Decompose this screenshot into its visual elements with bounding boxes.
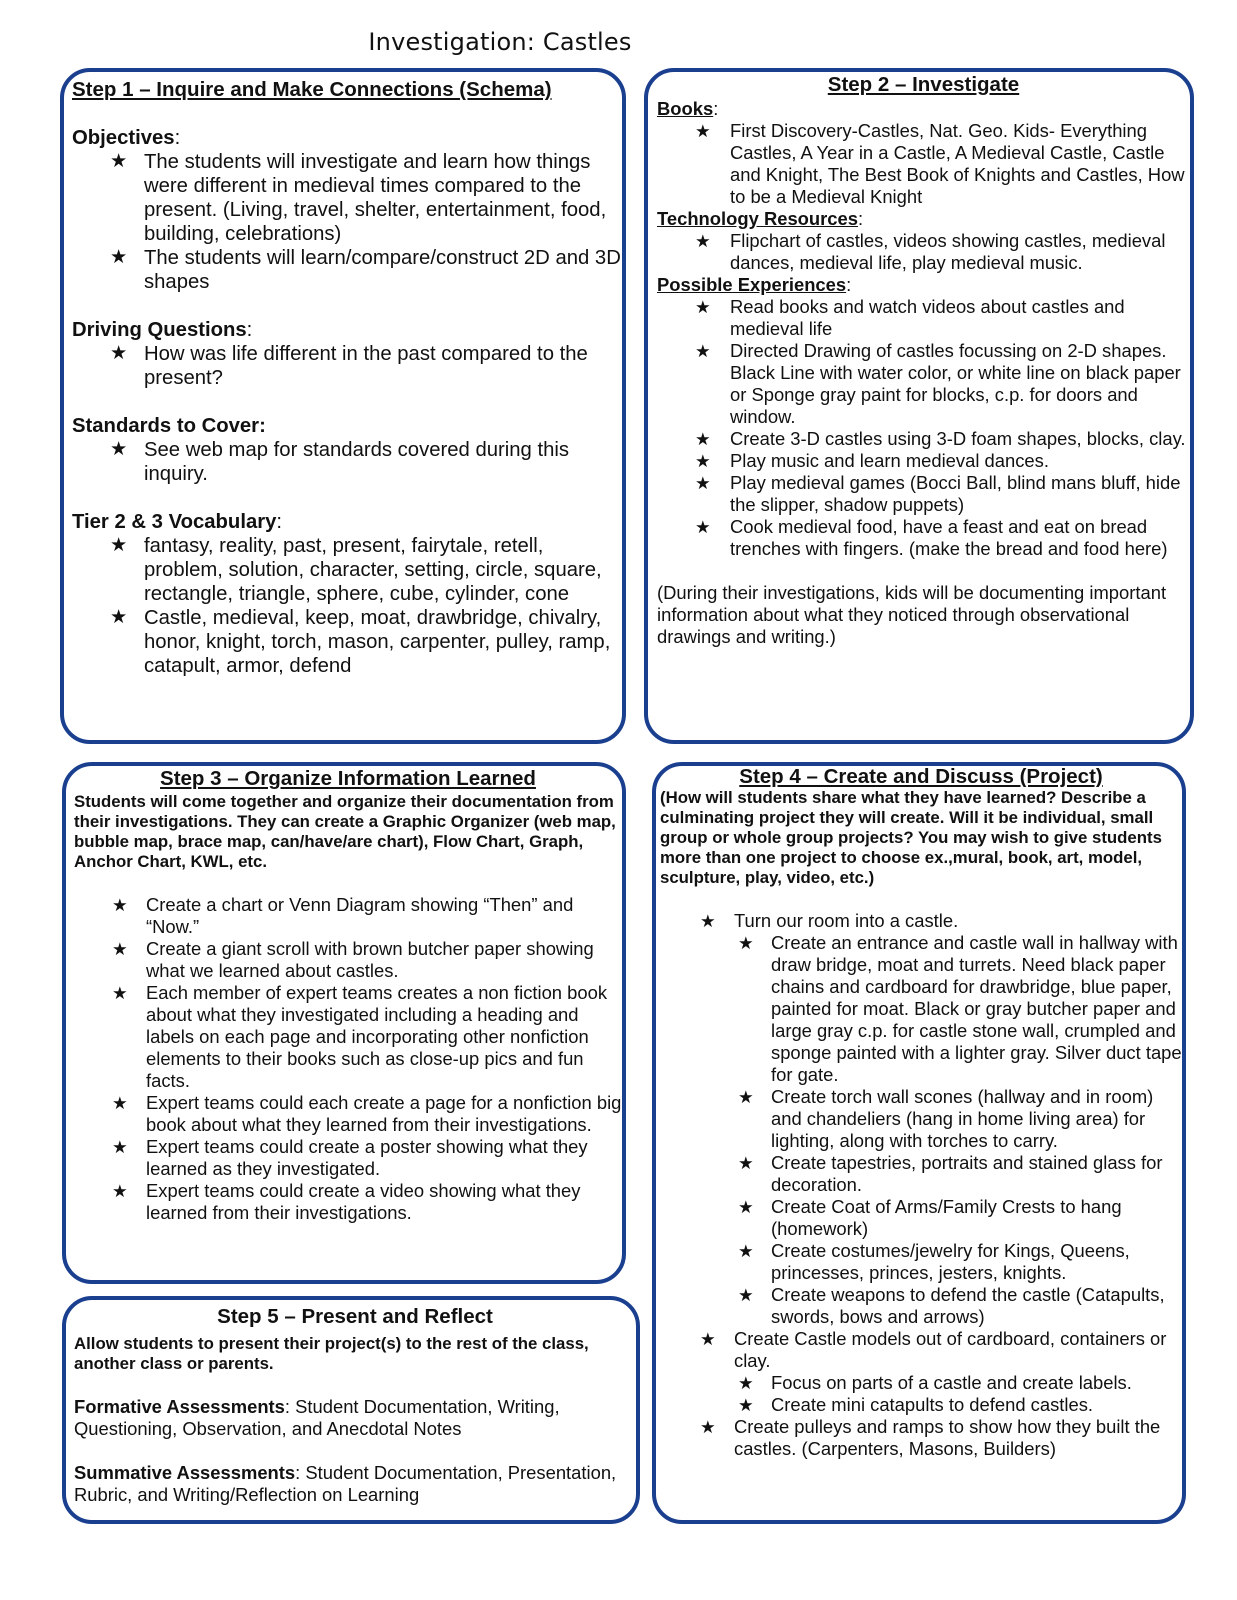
experiences-list (657, 296, 1190, 560)
step1-heading: Step 1 – Inquire and Make Connections (Schema) (72, 78, 552, 101)
step4-heading: Step 4 – Create and Discuss (Project) (739, 765, 1103, 788)
driving-questions-list (72, 342, 622, 390)
objective-item: ★ The students will investigate and learn how things were different in medieval times compared to the present. (Living, travel, shelter, entertainment, food, building, celebrations) (72, 150, 622, 246)
vocabulary-item: ★ fantasy, reality, past, present, fairytale, retell, problem, solution, character, setting, circle, square, rectangle, triangle, sphere, cube, cylinder, cone (72, 534, 622, 606)
step3-description: Students will come together and organize their documentation from their investigations. They can create a Graphic Organizer (web map, bubble map, brace map, can/have/are chart), Flow Chart, Graph, Anchor Chart, KWL, etc. (74, 792, 616, 871)
step3-item: ★ Expert teams could each create a page for a nonfiction big book about what they learned from their investigations. (74, 1092, 622, 1136)
vocabulary-list (72, 534, 622, 678)
standards-label: Standards to Cover: (72, 415, 266, 437)
objective-item: ★ The students will learn/compare/construct 2D and 3D shapes (72, 246, 622, 294)
summative-text: : Student Documentation, Presentation, Rubric, and Writing/Reflection on Learning (74, 1462, 617, 1505)
books-label: Books (657, 98, 714, 119)
technology-list (657, 230, 1190, 274)
books-list (657, 120, 1190, 208)
investigation-note: (During their investigations, kids will be documenting important information about what they noticed through observational drawings and writing.) (657, 582, 1167, 647)
driving-questions-label: Driving Questions (72, 319, 247, 341)
technology-label: Technology Resources (657, 208, 858, 229)
objectives-label: Objectives (72, 127, 175, 149)
experience-item: ★ Create 3-D castles using 3-D foam shapes, blocks, clay. (657, 428, 1190, 450)
step4-panel (652, 762, 1186, 1524)
step4-description: (How will students share what they have learned? Describe a culminating project they will create. Will it be individual, small group or whole group projects? You may wish to give students more than one project to choose ex.,mural, book, art, model, sculpture, play, video, etc.) (660, 788, 1162, 887)
standards-list (72, 438, 622, 486)
summative-assessments (74, 1462, 636, 1506)
step4-subitem: ★ Create torch wall scones (hallway and in room) and chandeliers (hang in home living area) for lighting, along with torches to carry. (734, 1086, 1182, 1152)
step4-sublist (734, 932, 1182, 1328)
vocabulary-label: Tier 2 & 3 Vocabulary (72, 511, 277, 533)
step3-item: ★ Create a chart or Venn Diagram showing “Then” and “Now.” (74, 894, 622, 938)
step4-subitem: ★ Focus on parts of a castle and create labels. (734, 1372, 1182, 1394)
standards-section (72, 414, 622, 486)
experience-item: ★ Directed Drawing of castles focussing on 2-D shapes. Black Line with water color, or white line on black paper or Sponge gray paint for blocks, c.p. for doors and window. (657, 340, 1190, 428)
step2-panel: Step 2 – Investigate Books: ★ First Discovery-Castles, Nat. Geo. Kids- Everything Castles, A Year in a Castle, A Medieval Castle, Castle and Knight, The Best Book of Knights and Castles, How to be a Medieval Knight Technology Resources: ★ Flipchart of castles, videos showing castles, medieval dances, medieval life, play medieval music. Possible Experiences: ★ Read books and watch videos about castles and medieval life ★ Directed Drawing of castles focussing on 2-D shapes. Black Line with water color, or white line on black paper or Sponge gray paint for blocks, c.p. for doors and window. ★ Create 3-D castles using 3-D foam shapes, blocks, clay. ★ Play music and learn medieval dances. ★ Play medieval games (Bocci Ball, blind mans bluff, hide the slipper, shadow puppets) ★ Cook medieval food, have a feast and eat on bread trenches with fingers. (make the bread and food here) (During their investigations, kids will be documenting important information about what they noticed through observational drawings and writing.) (644, 68, 1194, 744)
step5-panel (62, 1296, 640, 1524)
objectives-section: Objectives: ★ The students will investigate and learn how things were different in medieval times compared to the present. (Living, travel, shelter, entertainment, food, building, celebrations) ★ The students will learn/compare/construct 2D and 3D shapes (72, 126, 622, 294)
step4-subitem: ★ Create weapons to defend the castle (Catapults, swords, bows and arrows) (734, 1284, 1182, 1328)
formative-label: Formative Assessments (74, 1396, 285, 1417)
vocabulary-item: ★ Castle, medieval, keep, moat, drawbridge, chivalry, honor, knight, torch, mason, carpenter, pulley, ramp, catapult, armor, defend (72, 606, 622, 678)
experiences-label: Possible Experiences (657, 274, 847, 295)
step4-subitem: ★ Create costumes/jewelry for Kings, Queens, princesses, princes, jesters, knights. (734, 1240, 1182, 1284)
formative-text: : Student Documentation, Writing, Questioning, Observation, and Anecdotal Notes (74, 1396, 560, 1439)
step3-item: ★ Each member of expert teams creates a non fiction book about what they investigated including a heading and labels on each page and incorporating other nonfiction elements to their books such as close-up pics and fun facts. (74, 982, 622, 1092)
driving-question-item: ★ How was life different in the past compared to the present? (72, 342, 622, 390)
step4-subitem: ★ Create an entrance and castle wall in hallway with draw bridge, moat and turrets. Need black paper chains and cardboard for drawbridge, blue paper, painted for moat. Black or gray butcher paper and large gray c.p. for castle stone wall, crumpled and sponge painted with a lighter gray. Silver duct tape for gate. (734, 932, 1182, 1086)
step3-item: ★ Expert teams could create a poster showing what they learned as they investigated. (74, 1136, 622, 1180)
objectives-list (72, 150, 622, 294)
step4-item (660, 1328, 1182, 1416)
step4-list (660, 910, 1182, 1460)
step4-sublist (734, 1372, 1182, 1416)
step5-description: Allow students to present their project(s) to the rest of the class, another class or parents. (74, 1334, 589, 1373)
step4-subitem: ★ Create Coat of Arms/Family Crests to hang (homework) (734, 1196, 1182, 1240)
vocabulary-section: Tier 2 & 3 Vocabulary: ★ fantasy, reality, past, present, fairytale, retell, problem, solution, character, setting, circle, square, rectangle, triangle, sphere, cube, cylinder, cone ★ Castle, medieval, keep, moat, drawbridge, chivalry, honor, knight, torch, mason, carpenter, pulley, ramp, catapult, armor, defend (72, 510, 622, 678)
experience-item: ★ Cook medieval food, have a feast and eat on bread trenches with fingers. (make the bread and food here) (657, 516, 1190, 560)
books-item: ★ First Discovery-Castles, Nat. Geo. Kids- Everything Castles, A Year in a Castle, A Medieval Castle, Castle and Knight, The Best Book of Knights and Castles, How to be a Medieval Knight (657, 120, 1190, 208)
step5-heading: Step 5 – Present and Reflect (217, 1305, 493, 1328)
formative-assessments (74, 1396, 636, 1440)
step4-item (660, 910, 1182, 1328)
step4-subitem: ★ Create tapestries, portraits and stained glass for decoration. (734, 1152, 1182, 1196)
step2-heading: Step 2 – Investigate (827, 73, 1020, 96)
driving-questions-section: Driving Questions: ★ How was life different in the past compared to the present? (72, 318, 622, 390)
standards-item: ★ See web map for standards covered during this inquiry. (72, 438, 622, 486)
experience-item: ★ Play medieval games (Bocci Ball, blind mans bluff, hide the slipper, shadow puppets) (657, 472, 1190, 516)
step3-item: ★ Expert teams could create a video showing what they learned from their investigations. (74, 1180, 622, 1224)
step1-panel (60, 68, 626, 744)
experience-item: ★ Read books and watch videos about castles and medieval life (657, 296, 1190, 340)
step3-item: ★ Create a giant scroll with brown butcher paper showing what we learned about castles. (74, 938, 622, 982)
experience-item: ★ Play music and learn medieval dances. (657, 450, 1190, 472)
step3-list (74, 894, 622, 1224)
technology-item: ★ Flipchart of castles, videos showing castles, medieval dances, medieval life, play medieval music. (657, 230, 1190, 274)
step4-item-text: Create Castle models out of cardboard, containers or clay. (734, 1328, 1167, 1371)
summative-label: Summative Assessments (74, 1462, 296, 1483)
step4-item-text: Turn our room into a castle. (734, 910, 959, 931)
step3-panel (62, 762, 626, 1284)
page-title: Investigation: Castles (368, 28, 632, 56)
step4-item: ★ Create pulleys and ramps to show how they built the castles. (Carpenters, Masons, Builders) (660, 1416, 1182, 1460)
step4-subitem: ★ Create mini catapults to defend castles. (734, 1394, 1182, 1416)
step3-heading: Step 3 – Organize Information Learned (160, 767, 536, 790)
